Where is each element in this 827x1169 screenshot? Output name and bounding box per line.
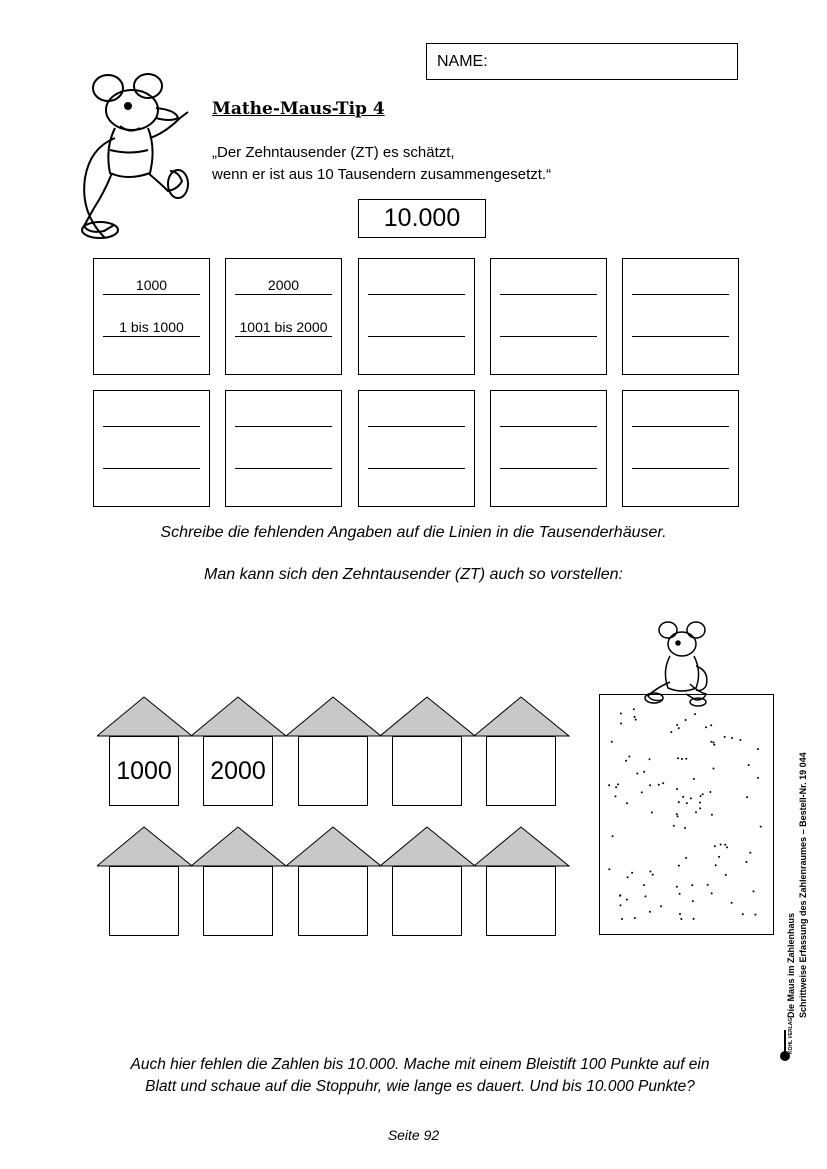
dot [670, 731, 672, 733]
name-field[interactable] [426, 43, 738, 80]
house-number[interactable] [486, 866, 556, 936]
dot [731, 737, 733, 739]
dot [754, 914, 756, 916]
dot [649, 784, 651, 786]
dot [685, 719, 687, 721]
name-label: NAME: [437, 53, 488, 70]
dot [711, 892, 713, 894]
publisher-logo [776, 1017, 794, 1062]
range-line[interactable] [235, 450, 332, 469]
dot [718, 856, 720, 858]
dot [691, 884, 693, 886]
dot [720, 844, 722, 846]
dot [690, 797, 692, 799]
value-line[interactable] [103, 408, 200, 427]
value-line[interactable] [368, 276, 465, 295]
range-line[interactable] [632, 318, 729, 337]
dot [608, 868, 610, 870]
roof-shape [191, 696, 287, 738]
dot [699, 802, 701, 804]
dot [620, 904, 622, 906]
dot [757, 748, 759, 750]
page-number: Seite 92 [387, 1127, 440, 1143]
dots-box [599, 694, 774, 935]
dot [711, 814, 713, 816]
dot [635, 719, 637, 721]
dot [621, 918, 623, 920]
bottom-line-1: Auch hier fehlen die Zahlen bis 10.000. Mache mit einem Bleistift 100 Punkte auf ein [130, 1056, 710, 1073]
dot [685, 857, 687, 859]
dot [748, 764, 750, 766]
dot [608, 784, 610, 786]
dot [678, 727, 680, 729]
dot [643, 771, 645, 773]
dot [645, 895, 647, 897]
thousand-house-box [225, 258, 342, 375]
roof-shape [97, 696, 193, 738]
dot [678, 865, 680, 867]
house-number[interactable] [203, 866, 273, 936]
dot [731, 902, 733, 904]
range-line[interactable] [632, 450, 729, 469]
dot [627, 876, 629, 878]
dot [680, 918, 682, 920]
dot [724, 844, 726, 846]
value-line[interactable] [500, 276, 597, 295]
thousand-house-box [225, 390, 342, 507]
dot [660, 905, 662, 907]
dot [649, 758, 651, 760]
house-number[interactable] [392, 866, 462, 936]
dot [631, 872, 633, 874]
house-number[interactable] [298, 866, 368, 936]
instruction-fill-lines: Schreibe die fehlenden Angaben auf die Linien in die Tausenderhäuser. [160, 524, 667, 541]
side-subtitle: Schrittweise Erfassung des Zahlenraumes – Bestell-Nr. 19 044 [798, 752, 808, 1018]
roof-shape [97, 826, 193, 868]
quote-line-2: wenn er ist aus 10 Tausendern zusammengesetzt.“ [212, 166, 552, 183]
house-number[interactable] [109, 866, 179, 936]
house-number[interactable] [486, 736, 556, 806]
range-line[interactable]: 1 bis 1000 [103, 318, 200, 337]
dot [636, 773, 638, 775]
dot [677, 757, 679, 759]
dot [625, 760, 627, 762]
dot [679, 913, 681, 915]
dot [682, 796, 684, 798]
range-line[interactable] [103, 450, 200, 469]
roof-shape [380, 696, 476, 738]
value-line[interactable] [632, 408, 729, 427]
dot [626, 899, 628, 901]
side-title: Die Maus im Zahlenhaus [786, 912, 796, 1018]
value-line[interactable] [235, 408, 332, 427]
dot [619, 895, 621, 897]
range-line[interactable] [500, 450, 597, 469]
dot [725, 874, 727, 876]
dot [676, 813, 678, 815]
dot [678, 801, 680, 803]
dot [685, 758, 687, 760]
thousand-house-box [358, 390, 475, 507]
dot [634, 716, 636, 718]
dot [705, 726, 707, 728]
quote-line-1: „Der Zehntausender (ZT) es schätzt, [212, 144, 455, 161]
house-number[interactable]: 2000 [203, 736, 273, 806]
dot [757, 777, 759, 779]
value-line[interactable] [500, 408, 597, 427]
house-number[interactable] [392, 736, 462, 806]
dot [662, 782, 664, 784]
dot [694, 713, 696, 715]
range-line[interactable] [368, 450, 465, 469]
dot [746, 861, 748, 863]
dot [617, 783, 619, 785]
thousand-house-box [622, 258, 739, 375]
dot [620, 713, 622, 715]
range-line[interactable] [500, 318, 597, 337]
dot [686, 802, 688, 804]
thousand-house-box [93, 258, 210, 375]
dot [760, 826, 762, 828]
dot [739, 739, 741, 741]
dot [676, 886, 678, 888]
dot [715, 864, 717, 866]
dot [684, 827, 686, 829]
dot [633, 708, 635, 710]
value-line[interactable] [632, 276, 729, 295]
roof-shape [286, 826, 382, 868]
dot [673, 825, 675, 827]
dot [753, 890, 755, 892]
dot [652, 874, 654, 876]
dot [634, 917, 636, 919]
dot [628, 756, 630, 758]
dot [658, 784, 660, 786]
dot [746, 796, 748, 798]
big-number-box: 10.000 [358, 199, 486, 238]
dot [714, 845, 716, 847]
range-line[interactable]: 1001 bis 2000 [235, 318, 332, 337]
publisher-name: KOHL VERLAG [788, 1017, 794, 1054]
bottom-instruction [90, 1054, 750, 1098]
dot [700, 795, 702, 797]
dot [713, 768, 715, 770]
dot [726, 846, 728, 848]
dot [713, 744, 715, 746]
dot [679, 893, 681, 895]
dot [620, 723, 622, 725]
dot [709, 791, 711, 793]
range-line[interactable] [368, 318, 465, 337]
house-number[interactable] [298, 736, 368, 806]
dot [724, 736, 726, 738]
instruction-imagine: Man kann sich den Zehntausender (ZT) auch so vorstellen: [204, 566, 623, 583]
dot [695, 811, 697, 813]
dot [749, 852, 751, 854]
house-number[interactable]: 1000 [109, 736, 179, 806]
dot [611, 741, 613, 743]
thousand-house-box [490, 258, 607, 375]
dot [692, 900, 694, 902]
dot [651, 812, 653, 814]
dot [615, 795, 617, 797]
roof-shape [474, 696, 570, 738]
dot [713, 742, 715, 744]
dot [710, 724, 712, 726]
thousand-house-box [622, 390, 739, 507]
dot [626, 802, 628, 804]
dot [676, 788, 678, 790]
dot [693, 918, 695, 920]
dot [643, 884, 645, 886]
thousand-house-box [93, 390, 210, 507]
dot [649, 911, 651, 913]
mouse-illustration [70, 68, 195, 248]
roof-shape [380, 826, 476, 868]
dot [649, 871, 651, 873]
roof-shape [286, 696, 382, 738]
value-line[interactable]: 1000 [103, 276, 200, 295]
value-line[interactable] [368, 408, 465, 427]
value-line[interactable]: 2000 [235, 276, 332, 295]
roof-shape [474, 826, 570, 868]
dot [710, 741, 712, 743]
dot [681, 758, 683, 760]
dot [699, 807, 701, 809]
dot [707, 884, 709, 886]
roof-shape [191, 826, 287, 868]
dot [676, 724, 678, 726]
tip-title: Mathe-Maus-Tip 4 [212, 99, 385, 119]
bottom-line-2: Blatt und schaue auf die Stoppuhr, wie lange es dauert. Und bis 10.000 Punkte? [145, 1078, 695, 1095]
dot [615, 786, 617, 788]
dot [702, 793, 704, 795]
dot [641, 791, 643, 793]
dot [612, 835, 614, 837]
thousand-house-box [358, 258, 475, 375]
tip-quote [212, 142, 551, 186]
dot [693, 778, 695, 780]
dot [742, 913, 744, 915]
dot [677, 815, 679, 817]
thousand-house-box [490, 390, 607, 507]
dots-pattern [600, 695, 773, 934]
